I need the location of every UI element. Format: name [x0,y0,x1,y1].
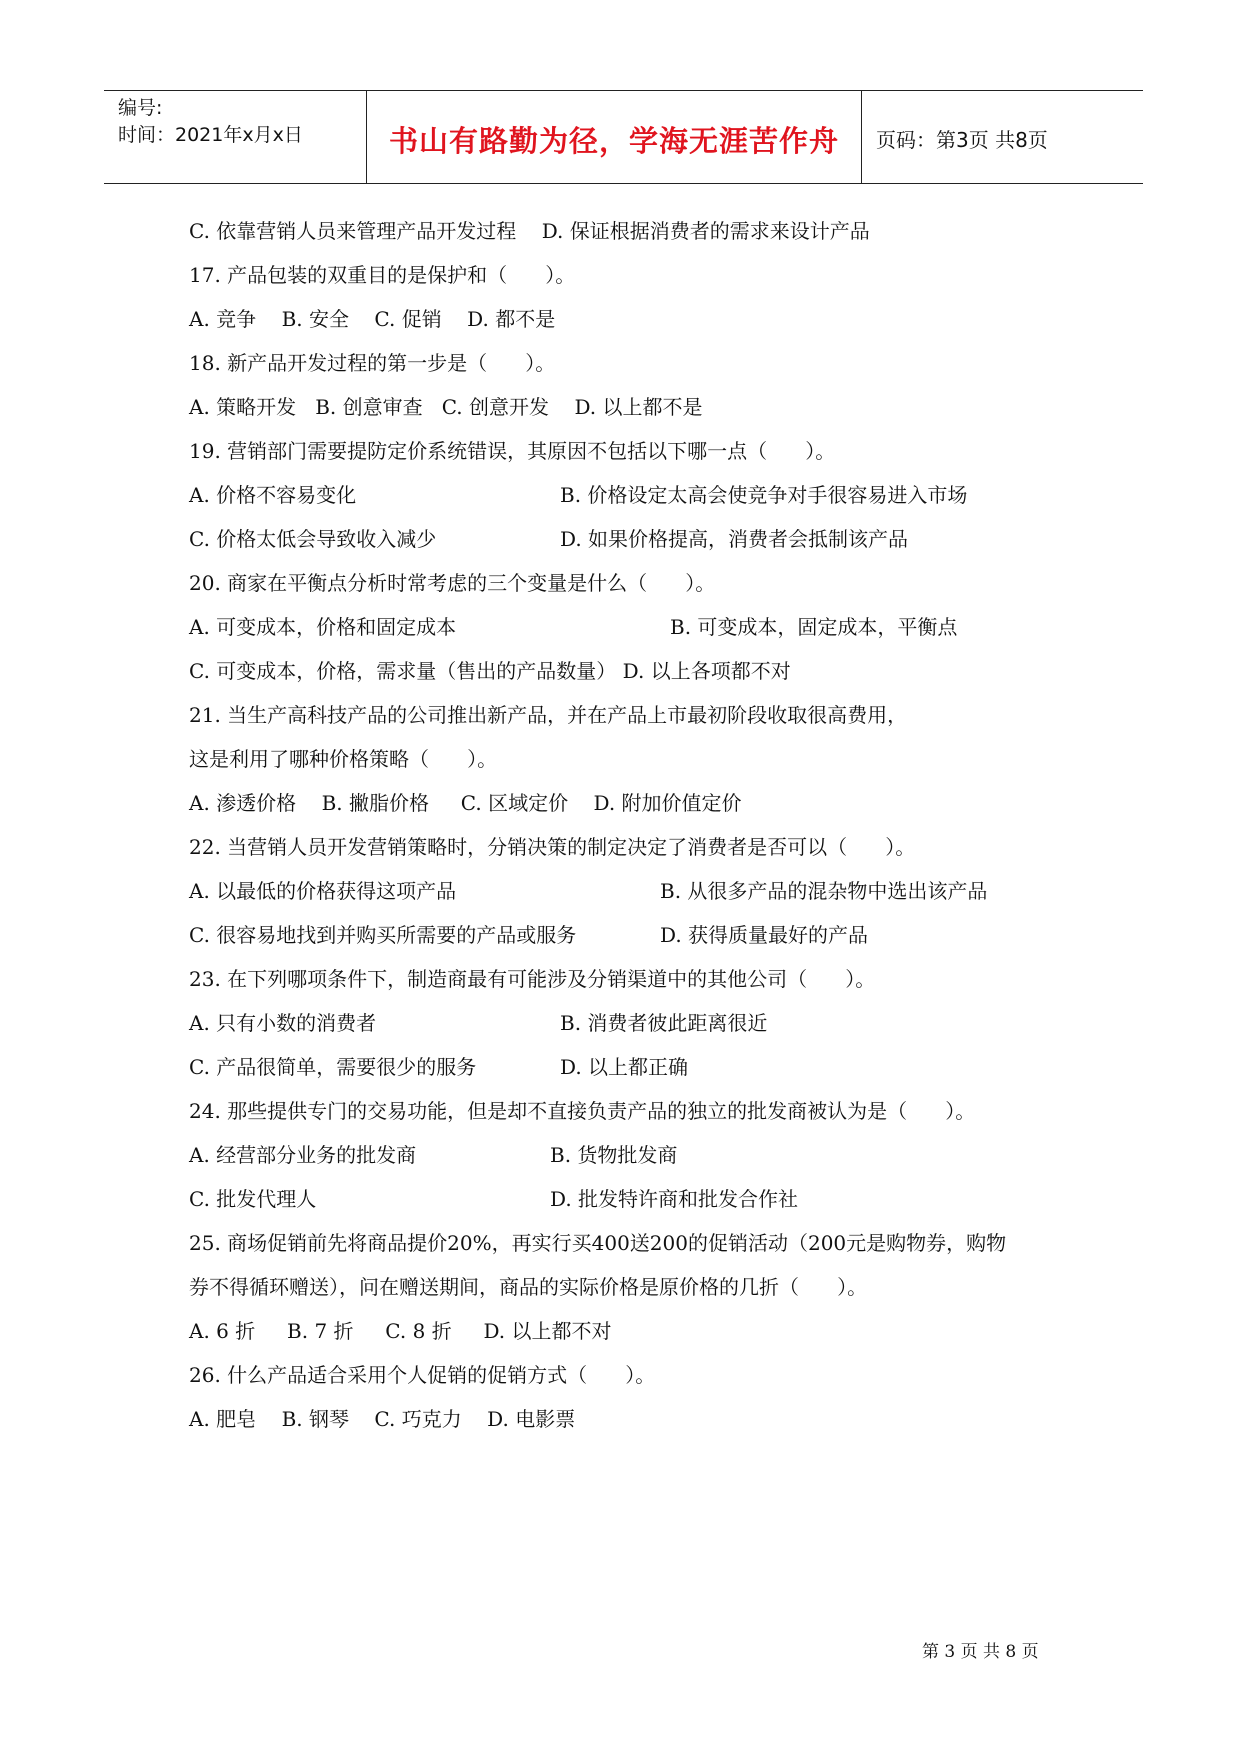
question-24: 24. 那些提供专门的交易功能，但是却不直接负责产品的独立的批发商被认为是（ ）。 [189,1099,976,1123]
option-22-d: D. 获得质量最好的产品 [660,923,869,947]
option-19-a: A. 价格不容易变化 [189,483,357,507]
question-20: 20. 商家在平衡点分析时常考虑的三个变量是什么（ ）。 [189,571,716,595]
option-24-c: C. 批发代理人 [189,1187,317,1211]
page-footer: 第 3 页 共 8 页 [922,1642,1039,1662]
option-22-b: B. 从很多产品的混杂物中选出该产品 [660,879,988,903]
question-19: 19. 营销部门需要提防定价系统错误，其原因不包括以下哪一点（ ）。 [189,439,836,463]
option-19-b: B. 价格设定太高会使竞争对手很容易进入市场 [560,483,968,507]
option-19-c: C. 价格太低会导致收入减少 [189,527,437,551]
question-26: 26. 什么产品适合采用个人促销的促销方式（ ）。 [189,1363,656,1387]
header-middle-cell [367,91,862,183]
header-left-cell [104,91,367,183]
question-21: 21. 当生产高科技产品的公司推出新产品，并在产品上市最初阶段收取很高费用， [189,703,908,727]
question-25: 25. 商场促销前先将商品提价20%，再实行买400送200的促销活动（200元是购物券，购物 [189,1231,1007,1255]
option-23-c: C. 产品很简单，需要很少的服务 [189,1055,477,1079]
options-25: A. 6 折 B. 7 折 C. 8 折 D. 以上都不对 [189,1319,612,1343]
question-21-cont: 这是利用了哪种价格策略（ ）。 [189,747,498,771]
option-line: C. 依靠营销人员来管理产品开发过程 D. 保证根据消费者的需求来设计产品 [189,219,870,243]
document-number-label: 编号: [118,97,163,119]
question-17: 17. 产品包装的双重目的是保护和（ ）。 [189,263,576,287]
option-19-d: D. 如果价格提高，消费者会抵制该产品 [560,527,909,551]
option-23-d: D. 以上都正确 [560,1055,689,1079]
options-20-cd: C. 可变成本，价格，需求量（售出的产品数量） D. 以上各项都不对 [189,659,791,683]
question-23: 23. 在下列哪项条件下，制造商最有可能涉及分销渠道中的其他公司（ ）。 [189,967,876,991]
options-18: A. 策略开发 B. 创意审查 C. 创意开发 D. 以上都不是 [189,395,703,419]
header-right-cell [862,91,1143,183]
question-22: 22. 当营销人员开发营销策略时，分销决策的制定决定了消费者是否可以（ ）。 [189,835,916,859]
option-20-a: A. 可变成本，价格和固定成本 [189,615,457,639]
option-24-d: D. 批发特许商和批发合作社 [550,1187,799,1211]
question-25-cont: 券不得循环赠送），问在赠送期间，商品的实际价格是原价格的几折（ ）。 [189,1275,868,1299]
options-17: A. 竞争 B. 安全 C. 促销 D. 都不是 [189,307,556,331]
motto-title: 书山有路勤为径，学海无涯苦作舟 [388,124,839,158]
option-24-a: A. 经营部分业务的批发商 [189,1143,417,1167]
options-21: A. 渗透价格 B. 撇脂价格 C. 区域定价 D. 附加价值定价 [189,791,742,815]
option-23-a: A. 只有小数的消费者 [189,1011,377,1035]
page-header [104,90,1143,184]
question-18: 18. 新产品开发过程的第一步是（ ）。 [189,351,556,375]
document-time-label: 时间：2021年x月x日 [118,124,303,146]
option-22-a: A. 以最低的价格获得这项产品 [189,879,457,903]
option-22-c: C. 很容易地找到并购买所需要的产品或服务 [189,923,577,947]
option-20-b: B. 可变成本，固定成本，平衡点 [670,615,958,639]
header-page-label: 页码：第3页 共8页 [876,128,1048,152]
option-24-b: B. 货物批发商 [550,1143,678,1167]
option-23-b: B. 消费者彼此距离很近 [560,1011,768,1035]
options-26: A. 肥皂 B. 钢琴 C. 巧克力 D. 电影票 [189,1407,576,1431]
